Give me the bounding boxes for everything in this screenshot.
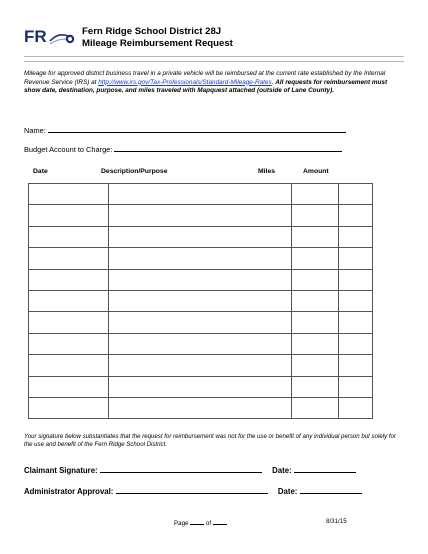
page-title [82,26,233,50]
amount-cell[interactable] [339,312,373,333]
claimant-signature-label: Claimant Signature: [24,466,98,475]
budget-input-line[interactable] [114,144,342,152]
table-row [29,333,373,354]
amount-cell[interactable] [339,397,373,418]
revision-date: 8/31/15 [326,518,347,525]
miles-cell[interactable] [292,376,339,397]
col-header-date: Date [33,168,48,175]
description-cell[interactable] [109,226,292,247]
amount-cell[interactable] [339,205,373,226]
administrator-date-label: Date: [277,487,298,496]
description-cell[interactable] [109,376,292,397]
table-row [29,355,373,376]
miles-cell[interactable] [292,355,339,376]
description-cell[interactable] [109,355,292,376]
page-number-line[interactable] [190,518,204,525]
description-cell[interactable] [109,397,292,418]
col-header-description: Description/Purpose [101,168,168,175]
amount-cell[interactable] [339,269,373,290]
col-header-miles: Miles [258,168,275,175]
district-logo [24,26,76,48]
date-cell[interactable] [29,269,109,290]
table-row [29,312,373,333]
logo-text: FR [24,27,47,46]
date-cell[interactable] [29,290,109,311]
description-cell[interactable] [109,269,292,290]
table-row [29,184,373,205]
signature-note: Your signature below substantiates that the request for reimbursement was not for the use or benefit of any individual person but solely for the use and benefit of the Fern Ridge School District. [24,433,396,449]
irs-rate-link[interactable]: http://www.irs.gov/Tax-Professionals/Standard-Mileage-Rates [98,78,272,86]
description-cell[interactable] [109,312,292,333]
table-row [29,248,373,269]
amount-cell[interactable] [339,226,373,247]
miles-cell[interactable] [292,333,339,354]
miles-cell[interactable] [292,397,339,418]
claimant-date-line[interactable] [294,465,356,473]
intro-requirements: All requests for reimbursement must show date, destination, purpose, and miles traveled with Mapquest attached (outside of Lane County). [24,78,388,95]
table-row [29,205,373,226]
miles-cell[interactable] [292,205,339,226]
district-name: Fern Ridge School District 28J [82,26,222,37]
budget-label: Budget Account to Charge: [24,145,113,154]
description-cell[interactable] [109,248,292,269]
name-field [24,125,346,135]
miles-cell[interactable] [292,290,339,311]
col-header-amount: Amount [303,168,329,175]
date-cell[interactable] [29,397,109,418]
description-cell[interactable] [109,205,292,226]
intro-paragraph [24,70,404,96]
date-cell[interactable] [29,184,109,205]
form-title: Mileage Reimbursement Request [82,38,233,49]
date-cell[interactable] [29,376,109,397]
administrator-date-line[interactable] [300,486,362,494]
amount-cell[interactable] [339,376,373,397]
claimant-signature-line[interactable] [100,465,262,473]
miles-cell[interactable] [292,248,339,269]
intro-text: Mileage for approved district business travel in a private vehicle will be reimbursed at the current rate established by the Internal Revenue Service (IRS) at [24,70,386,86]
date-cell[interactable] [29,333,109,354]
date-cell[interactable] [29,355,109,376]
mileage-table-body [29,184,373,419]
header-rule-top [24,56,404,57]
amount-cell[interactable] [339,290,373,311]
miles-cell[interactable] [292,312,339,333]
page-number [174,518,227,527]
of-word: of [205,520,212,527]
date-cell[interactable] [29,205,109,226]
administrator-signature-line[interactable] [116,486,268,494]
mileage-table [28,183,373,419]
amount-cell[interactable] [339,355,373,376]
description-cell[interactable] [109,184,292,205]
amount-cell[interactable] [339,333,373,354]
date-cell[interactable] [29,312,109,333]
table-row [29,397,373,418]
table-row [29,226,373,247]
administrator-approval-label: Administrator Approval: [24,487,114,496]
claimant-date-label: Date: [272,466,292,475]
miles-cell[interactable] [292,184,339,205]
page-word: Page [174,520,189,527]
table-row [29,269,373,290]
amount-cell[interactable] [339,184,373,205]
name-input-line[interactable] [48,125,346,133]
budget-account-field [24,144,342,154]
table-row [29,376,373,397]
description-cell[interactable] [109,333,292,354]
administrator-approval-row [24,486,362,496]
header-rule-bottom [24,61,404,62]
claimant-signature-row [24,465,356,475]
intro-text-after-link: . [271,78,276,86]
date-cell[interactable] [29,248,109,269]
name-label: Name: [24,126,46,135]
date-cell[interactable] [29,226,109,247]
amount-cell[interactable] [339,248,373,269]
page-total-line[interactable] [213,518,227,525]
miles-cell[interactable] [292,226,339,247]
table-row [29,290,373,311]
description-cell[interactable] [109,290,292,311]
miles-cell[interactable] [292,269,339,290]
